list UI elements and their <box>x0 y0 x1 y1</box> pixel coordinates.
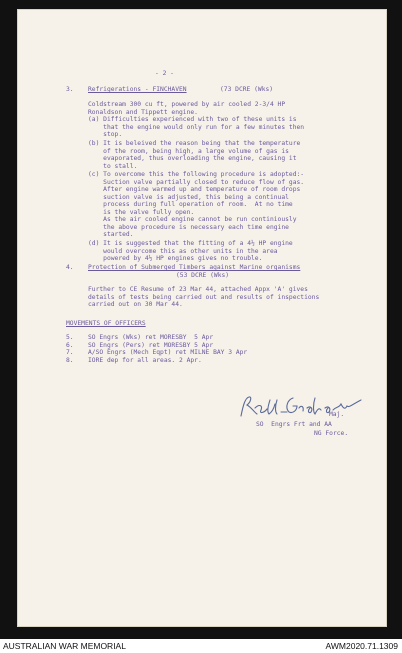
section-3c-line: is the valve fully open. <box>88 208 195 216</box>
section-3-intro-1: Coldstream 300 cu ft, powered by air cooled 2-3/4 HP <box>88 101 286 108</box>
section-3d-line: powered by 4½ HP engines gives no trouble. <box>88 255 263 262</box>
movement-entry: SO Engrs (Pers) ret MORESBY 5 Apr <box>88 341 214 349</box>
movement-number: 5. <box>66 334 74 341</box>
movement-entry: SO Engrs (Wks) ret MORESBY 5 Apr <box>88 334 214 341</box>
section-4-unit: (53 DCRE (Wks) <box>176 271 230 279</box>
section-3c-line: the above procedure is necessary each time engine <box>88 223 289 231</box>
archive-footer <box>0 639 402 653</box>
section-3c-line: suction valve is adjusted, this being a continual <box>88 193 289 201</box>
section-3c-line: As the air cooled engine cannot be run continiously <box>88 216 297 223</box>
section-4-title: Protection of Submerged Timbers against Marine organisms <box>88 264 301 271</box>
signatory-rank: Maj. <box>329 411 345 418</box>
movement-number: 7. <box>66 349 74 356</box>
movement-number: 8. <box>66 356 74 364</box>
section-3a-line: that the engine would only run for a few minutes then <box>88 123 305 131</box>
section-3c-line: started. <box>88 231 134 238</box>
section-3a-line: (a) Difficulties experienced with two of these units is <box>88 116 297 123</box>
section-3b-line: to stall. <box>88 162 138 170</box>
movement-entry: IORE dep for all areas. 2 Apr. <box>88 356 202 364</box>
section-3c-line: (c) To overcome this the following procedure is adopted:- <box>88 171 305 178</box>
section-3d-line: (d) It is suggested that the fitting of a 4½ HP engine <box>88 240 293 247</box>
section-4-body: Further to CE Resume of 23 Mar 44, attached Appx 'A' gives <box>88 286 308 293</box>
section-3b-line: evaporated, thus overloading the engine, causing it <box>88 155 297 162</box>
movement-entry: A/SO Engrs (Mech Eqpt) ret MILNE BAY 3 Apr <box>88 349 248 356</box>
section-3c-line: process during full operation of room. At no time <box>88 201 293 208</box>
section-3a-line: stop. <box>88 131 123 138</box>
movement-number: 6. <box>66 341 74 349</box>
section-3c-line: After engine warmed up and temperature of room drops <box>88 186 301 193</box>
section-3b-line: (b) It is beleived the reason being that the temperature <box>88 140 301 147</box>
signatory-force: NG Force. <box>314 430 349 437</box>
section-3-title: Refrigerations - FINCHAVEN <box>88 86 187 93</box>
section-3-number: 3. <box>66 86 74 93</box>
section-3c-line: Suction valve partially closed to reduce flow of gas. <box>88 178 305 186</box>
section-3-intro-2: Ronaldson and Tippett engine. <box>88 108 198 116</box>
section-4-number: 4. <box>66 264 74 271</box>
handwritten-signature <box>237 392 367 422</box>
archive-name: AUSTRALIAN WAR MEMORIAL <box>3 641 126 651</box>
section-3b-line: of the room, being high, a large volume of gas is <box>88 147 289 155</box>
archive-reference: AWM2020.71.1309 <box>325 641 398 651</box>
section-4-body: carried out on 30 Mar 44. <box>88 301 183 308</box>
page-number: - 2 - <box>155 70 174 77</box>
section-3d-line: would overcome this as other units in the area <box>88 247 278 255</box>
signatory-title: SO Engrs Frt and AA <box>256 421 332 428</box>
section-3-unit: (73 DCRE (Wks) <box>220 86 274 93</box>
section-4-body: details of tests being carried out and results of inspections <box>88 293 320 301</box>
movements-heading: MOVEMENTS OF OFFICERS <box>66 320 146 327</box>
